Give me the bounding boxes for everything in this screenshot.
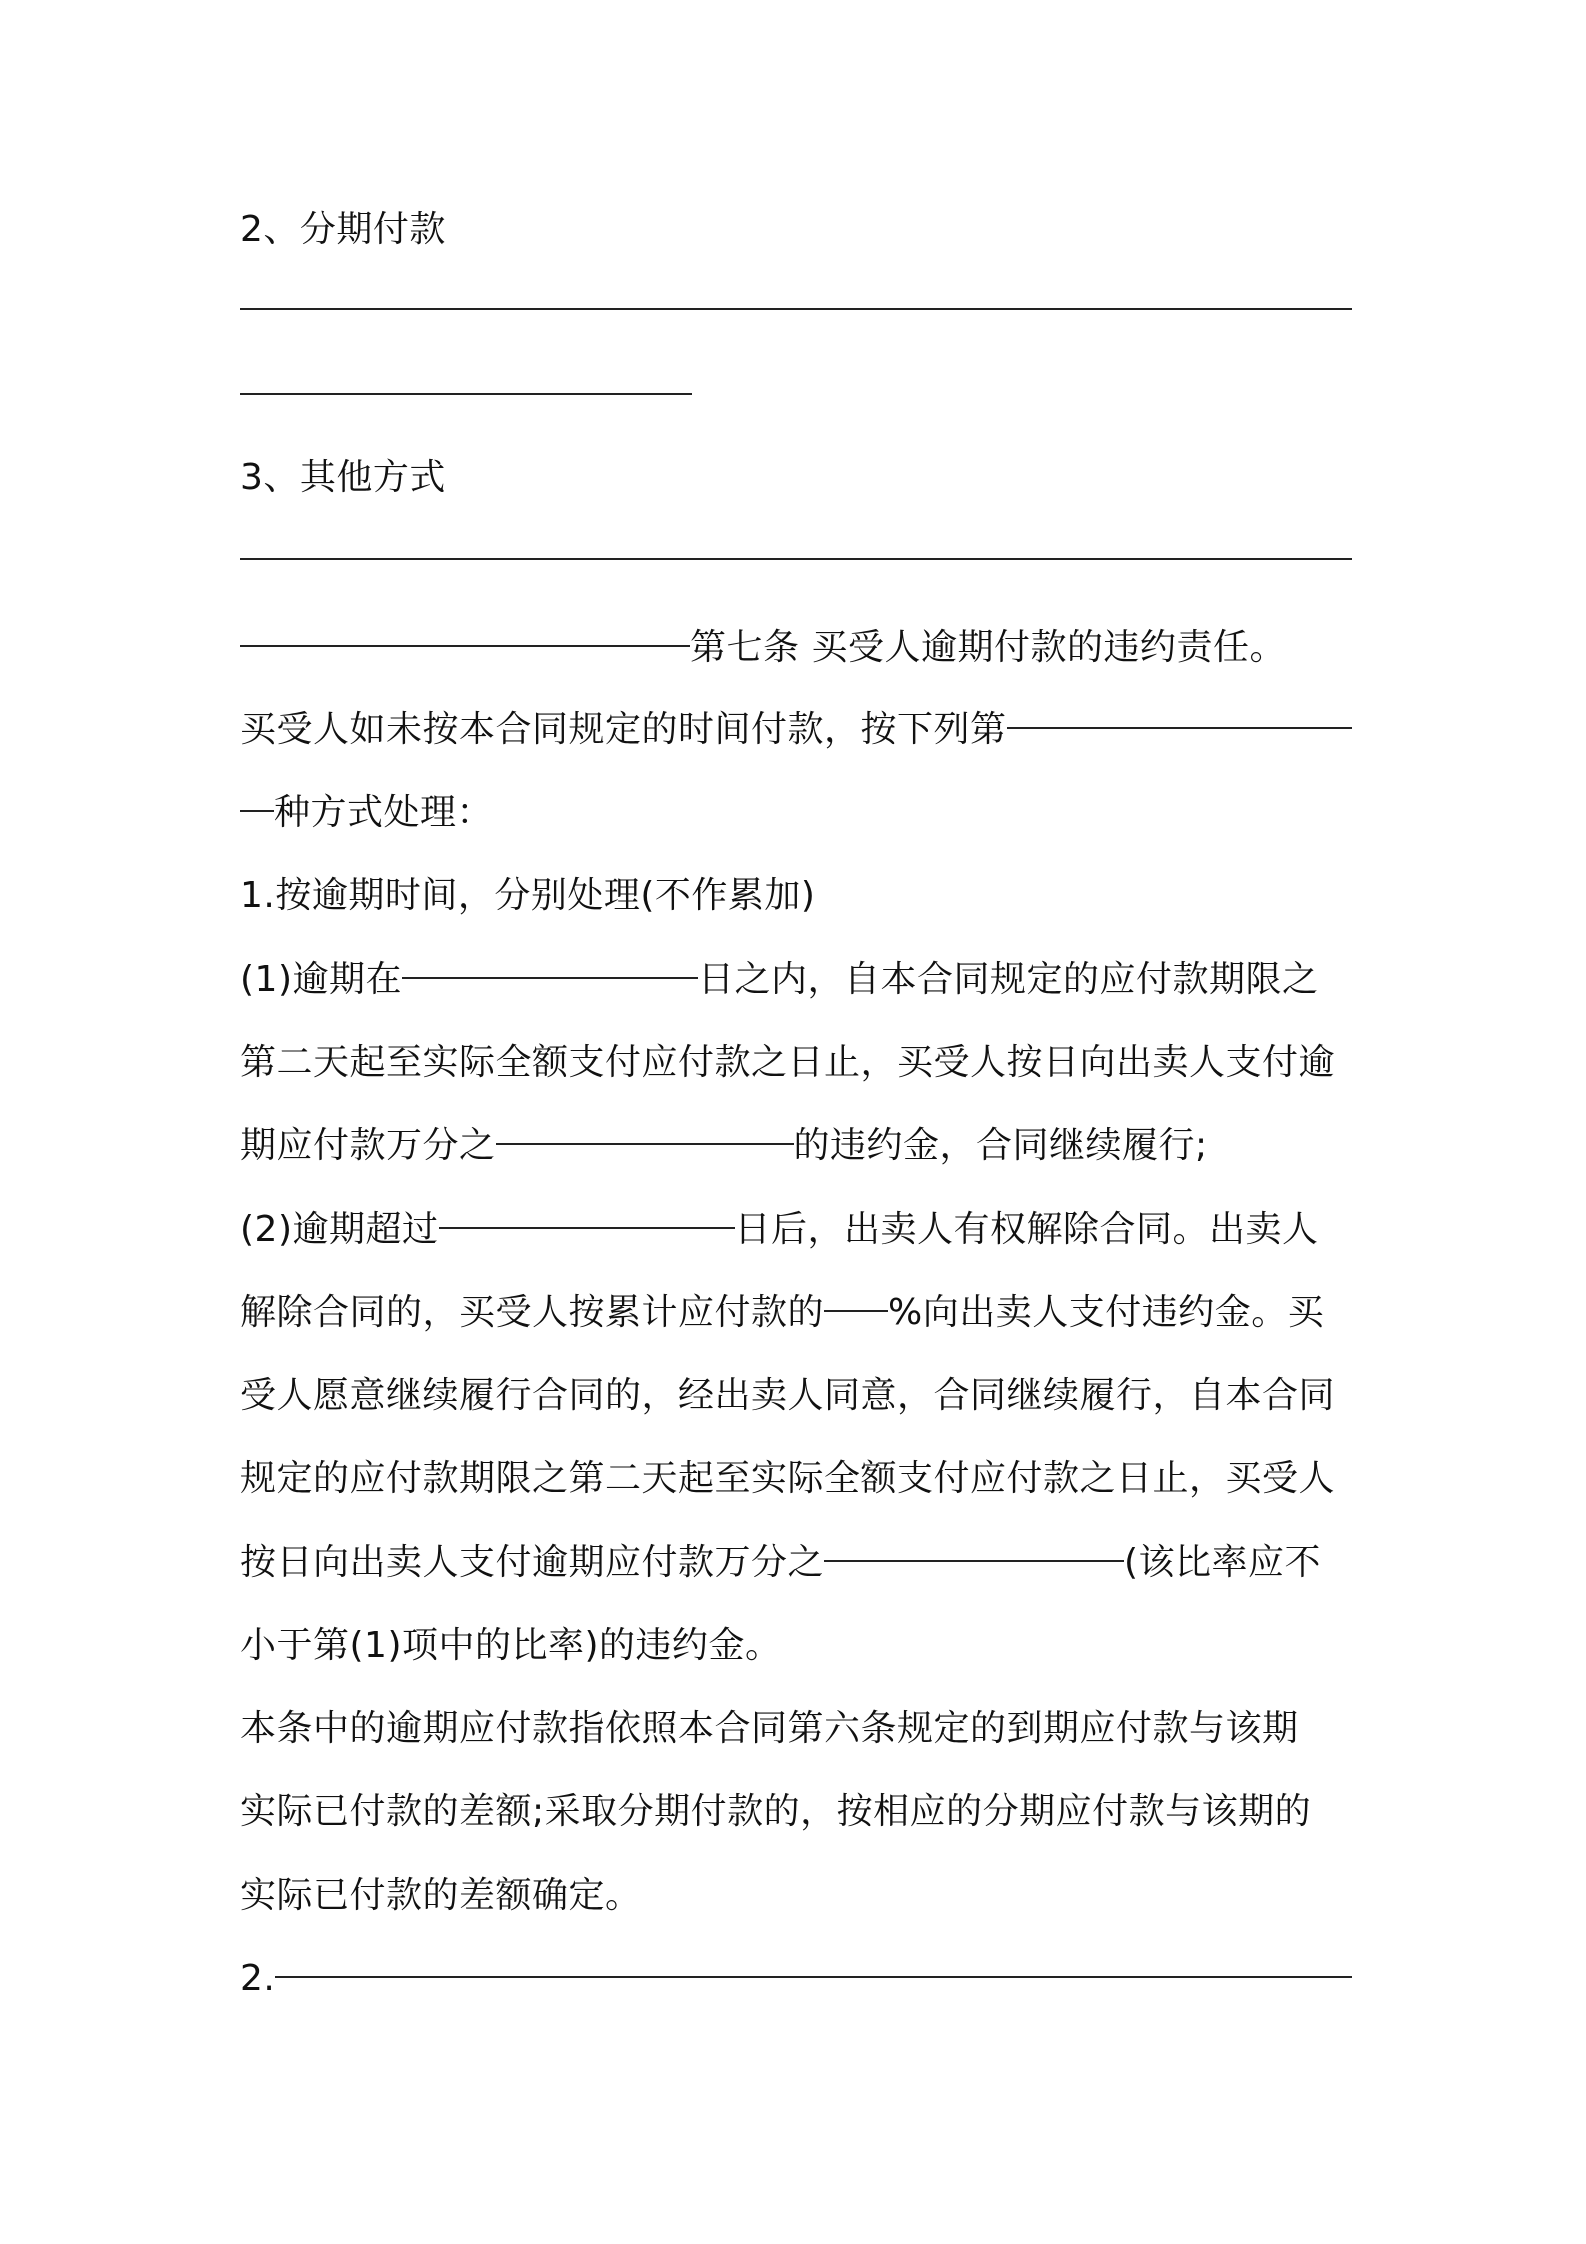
p1-days-blank — [402, 977, 698, 979]
p1-rate-blank — [496, 1143, 794, 1145]
option1-heading: 1.按逾期时间，分别处理(不作累加) — [240, 875, 816, 916]
option2-blank — [275, 1976, 1352, 1978]
p2-line-i: 小于第(1)项中的比率)的违约金。 — [240, 1625, 782, 1666]
p1-text-e: 的违约金，合同继续履行; — [793, 1125, 1208, 1166]
method-number-blank — [1007, 727, 1352, 729]
item3-heading: 3、其他方式 — [240, 457, 446, 498]
p2-line-f: 规定的应付款期限之第二天起至实际全额支付应付款之日止，买受人 — [240, 1458, 1336, 1499]
p1-text-b: 日之内，自本合同规定的应付款期限之 — [698, 959, 1319, 1000]
p2-days-blank — [439, 1227, 735, 1229]
item2-heading: 2、分期付款 — [240, 209, 446, 250]
p2-text-c: 解除合同的，买受人按累计应付款的 — [240, 1292, 825, 1333]
method-tail-line — [240, 783, 1352, 843]
method-tail-text: 种方式处理： — [274, 792, 494, 833]
p1-text-a: (1)逾期在 — [240, 959, 402, 1000]
p1-text-d: 期应付款万分之 — [240, 1125, 496, 1166]
option2-label: 2. — [240, 1958, 276, 1999]
option2-line — [240, 1949, 1352, 2009]
p2-line-c — [240, 1283, 1352, 1343]
p2-text-d: %向出卖人支付违约金。买 — [888, 1292, 1325, 1333]
method-number-blank-tail — [240, 810, 274, 812]
p2-text-b: 日后，出卖人有权解除合同。出卖人 — [734, 1209, 1319, 1250]
note-line-a: 本条中的逾期应付款指依照本合同第六条规定的到期应付款与该期 — [240, 1708, 1299, 1749]
p2-text-a: (2)逾期超过 — [240, 1209, 439, 1250]
item3-blank-line-2 — [240, 645, 690, 647]
p1-line-c: 第二天起至实际全额支付应付款之日止，买受人按日向出卖人支付逾 — [240, 1042, 1336, 1083]
p1-line-d — [240, 1116, 1352, 1176]
note-line-c: 实际已付款的差额确定。 — [240, 1875, 642, 1916]
item2-blank-line-1 — [240, 308, 1352, 310]
item3-blank-line-1 — [240, 558, 1352, 560]
buyer-if-line — [240, 700, 1352, 760]
buyer-if-text: 买受人如未按本合同规定的时间付款，按下列第 — [240, 709, 1007, 750]
p2-line-g — [240, 1533, 1352, 1593]
note-line-b: 实际已付款的差额;采取分期付款的，按相应的分期应付款与该期的 — [240, 1791, 1312, 1832]
item2-blank-line-2 — [240, 393, 692, 395]
p2-line-a — [240, 1200, 1352, 1260]
p2-line-e: 受人愿意继续履行合同的，经出卖人同意，合同继续履行，自本合同 — [240, 1375, 1336, 1416]
article7-line — [240, 618, 1352, 678]
p2-rate-blank — [824, 1560, 1124, 1562]
p2-percent-blank — [824, 1310, 888, 1312]
p1-line-a — [240, 950, 1352, 1010]
p2-text-h: (该比率应不 — [1124, 1542, 1322, 1583]
article7-title: 第七条 买受人逾期付款的违约责任。 — [690, 627, 1286, 668]
p2-text-g: 按日向出卖人支付逾期应付款万分之 — [240, 1542, 825, 1583]
